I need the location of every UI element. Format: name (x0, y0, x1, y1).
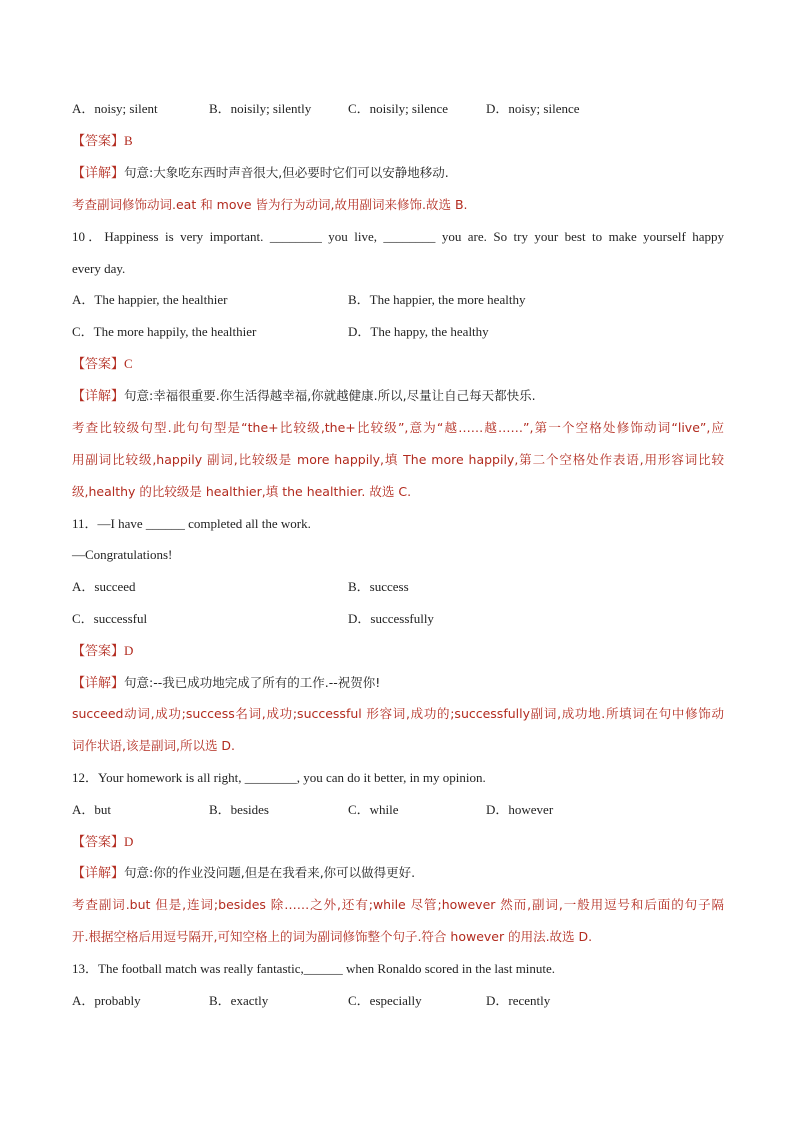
answer-tag: 【答案】 (72, 134, 125, 149)
detail-text: 句意:幸福很重要.你生活得越幸福,你就越健康.所以,尽量让自己每天都快乐. (124, 388, 536, 403)
q9-option-b: B．noisily; silently (209, 101, 312, 116)
q10-explanation-line1: 考查比较级句型.此句句型是“the+比较级,the+比较级”,意为“越……越……”,第一个空格处修饰动词“live”,应 (72, 420, 724, 435)
q9-option-d: D．noisy; silence (486, 101, 580, 116)
answer-value: D (124, 834, 134, 849)
q12-option-d: D．however (486, 802, 554, 817)
q12-stem: 12．Your homework is all right, ________, you can do it better, in my opinion. (72, 770, 486, 785)
q13-option-c: C．especially (348, 993, 422, 1008)
q10-option-c: C．The more happily, the healthier (72, 324, 257, 339)
q13-option-b: B．exactly (209, 993, 269, 1008)
detail-text: 句意:你的作业没问题,但是在我看来,你可以做得更好. (124, 865, 416, 880)
q12-detail (72, 863, 415, 884)
q11-stem-line1: 11．—I have ______ completed all the work. (72, 516, 311, 531)
q9-answer (72, 131, 133, 152)
q11-option-c: C．successful (72, 611, 148, 626)
q12-option-b: B．besides (209, 802, 269, 817)
q9-detail (72, 163, 449, 184)
q11-option-d: D．successfully (348, 611, 434, 626)
q11-detail (72, 673, 380, 694)
q10-stem-line2: every day. (72, 261, 126, 276)
answer-tag: 【答案】 (72, 357, 125, 372)
detail-text: 句意:大象吃东西时声音很大,但必要时它们可以安静地移动. (124, 165, 449, 180)
q12-explanation-line1: 考查副词.but 但是,连词;besides 除……之外,还有;while 尽管;however 然而,副词,一般用逗号和后面的句子隔 (72, 897, 724, 912)
answer-tag: 【答案】 (72, 644, 125, 659)
q9-option-a: A．noisy; silent (72, 101, 158, 116)
q13-option-a: A．probably (72, 993, 141, 1008)
q10-option-a: A．The happier, the healthier (72, 292, 228, 307)
q12-explanation-line2: 开.根据空格后用逗号隔开,可知空格上的词为副词修饰整个句子.符合 however 的用法.故选 D. (72, 929, 593, 944)
q12-answer (72, 832, 133, 853)
answer-value: D (124, 643, 134, 658)
q10-explanation-line3: 级,healthy 的比较级是 healthier,填 the healthier. 故选 C. (72, 484, 412, 499)
q11-explanation-line2: 词作状语,该是副词,所以选 D. (72, 738, 236, 753)
q11-option-b: B．success (348, 579, 409, 594)
q9-explanation: 考查副词修饰动词.eat 和 move 皆为行为动词,故用副词来修饰.故选 B. (72, 197, 468, 212)
detail-tag: 【详解】 (72, 389, 125, 404)
q10-stem-line1: 10．Happiness is very important. ________ you live, ________ you are. So try your best to make yourself happy (72, 229, 724, 244)
q11-stem-line2: —Congratulations! (72, 547, 173, 562)
detail-tag: 【详解】 (72, 676, 125, 691)
detail-tag: 【详解】 (72, 166, 125, 181)
detail-text: 句意:--我已成功地完成了所有的工作.--祝贺你! (124, 675, 381, 690)
detail-tag: 【详解】 (72, 866, 125, 881)
q10-explanation-line2: 用副词比较级,happily 副词,比较级是 more happily,填 The more happily,第二个空格处作表语,用形容词比较 (72, 452, 724, 467)
q10-option-b: B．The happier, the more healthy (348, 292, 526, 307)
q10-detail (72, 386, 536, 407)
q11-option-a: A．succeed (72, 579, 136, 594)
q9-option-c: C．noisily; silence (348, 101, 449, 116)
q10-answer (72, 354, 133, 375)
q13-option-d: D．recently (486, 993, 551, 1008)
answer-tag: 【答案】 (72, 835, 125, 850)
q11-explanation-line1: succeed动词,成功;success名词,成功;successful 形容词,成功的;successfully副词,成功地.所填词在句中修饰动 (72, 706, 724, 721)
q13-stem: 13．The football match was really fantastic,______ when Ronaldo scored in the last minute. (72, 961, 556, 976)
answer-value: C (124, 356, 133, 371)
answer-value: B (124, 133, 133, 148)
q12-option-a: A．but (72, 802, 112, 817)
q12-option-c: C．while (348, 802, 399, 817)
q11-answer (72, 641, 133, 662)
q10-option-d: D．The happy, the healthy (348, 324, 489, 339)
